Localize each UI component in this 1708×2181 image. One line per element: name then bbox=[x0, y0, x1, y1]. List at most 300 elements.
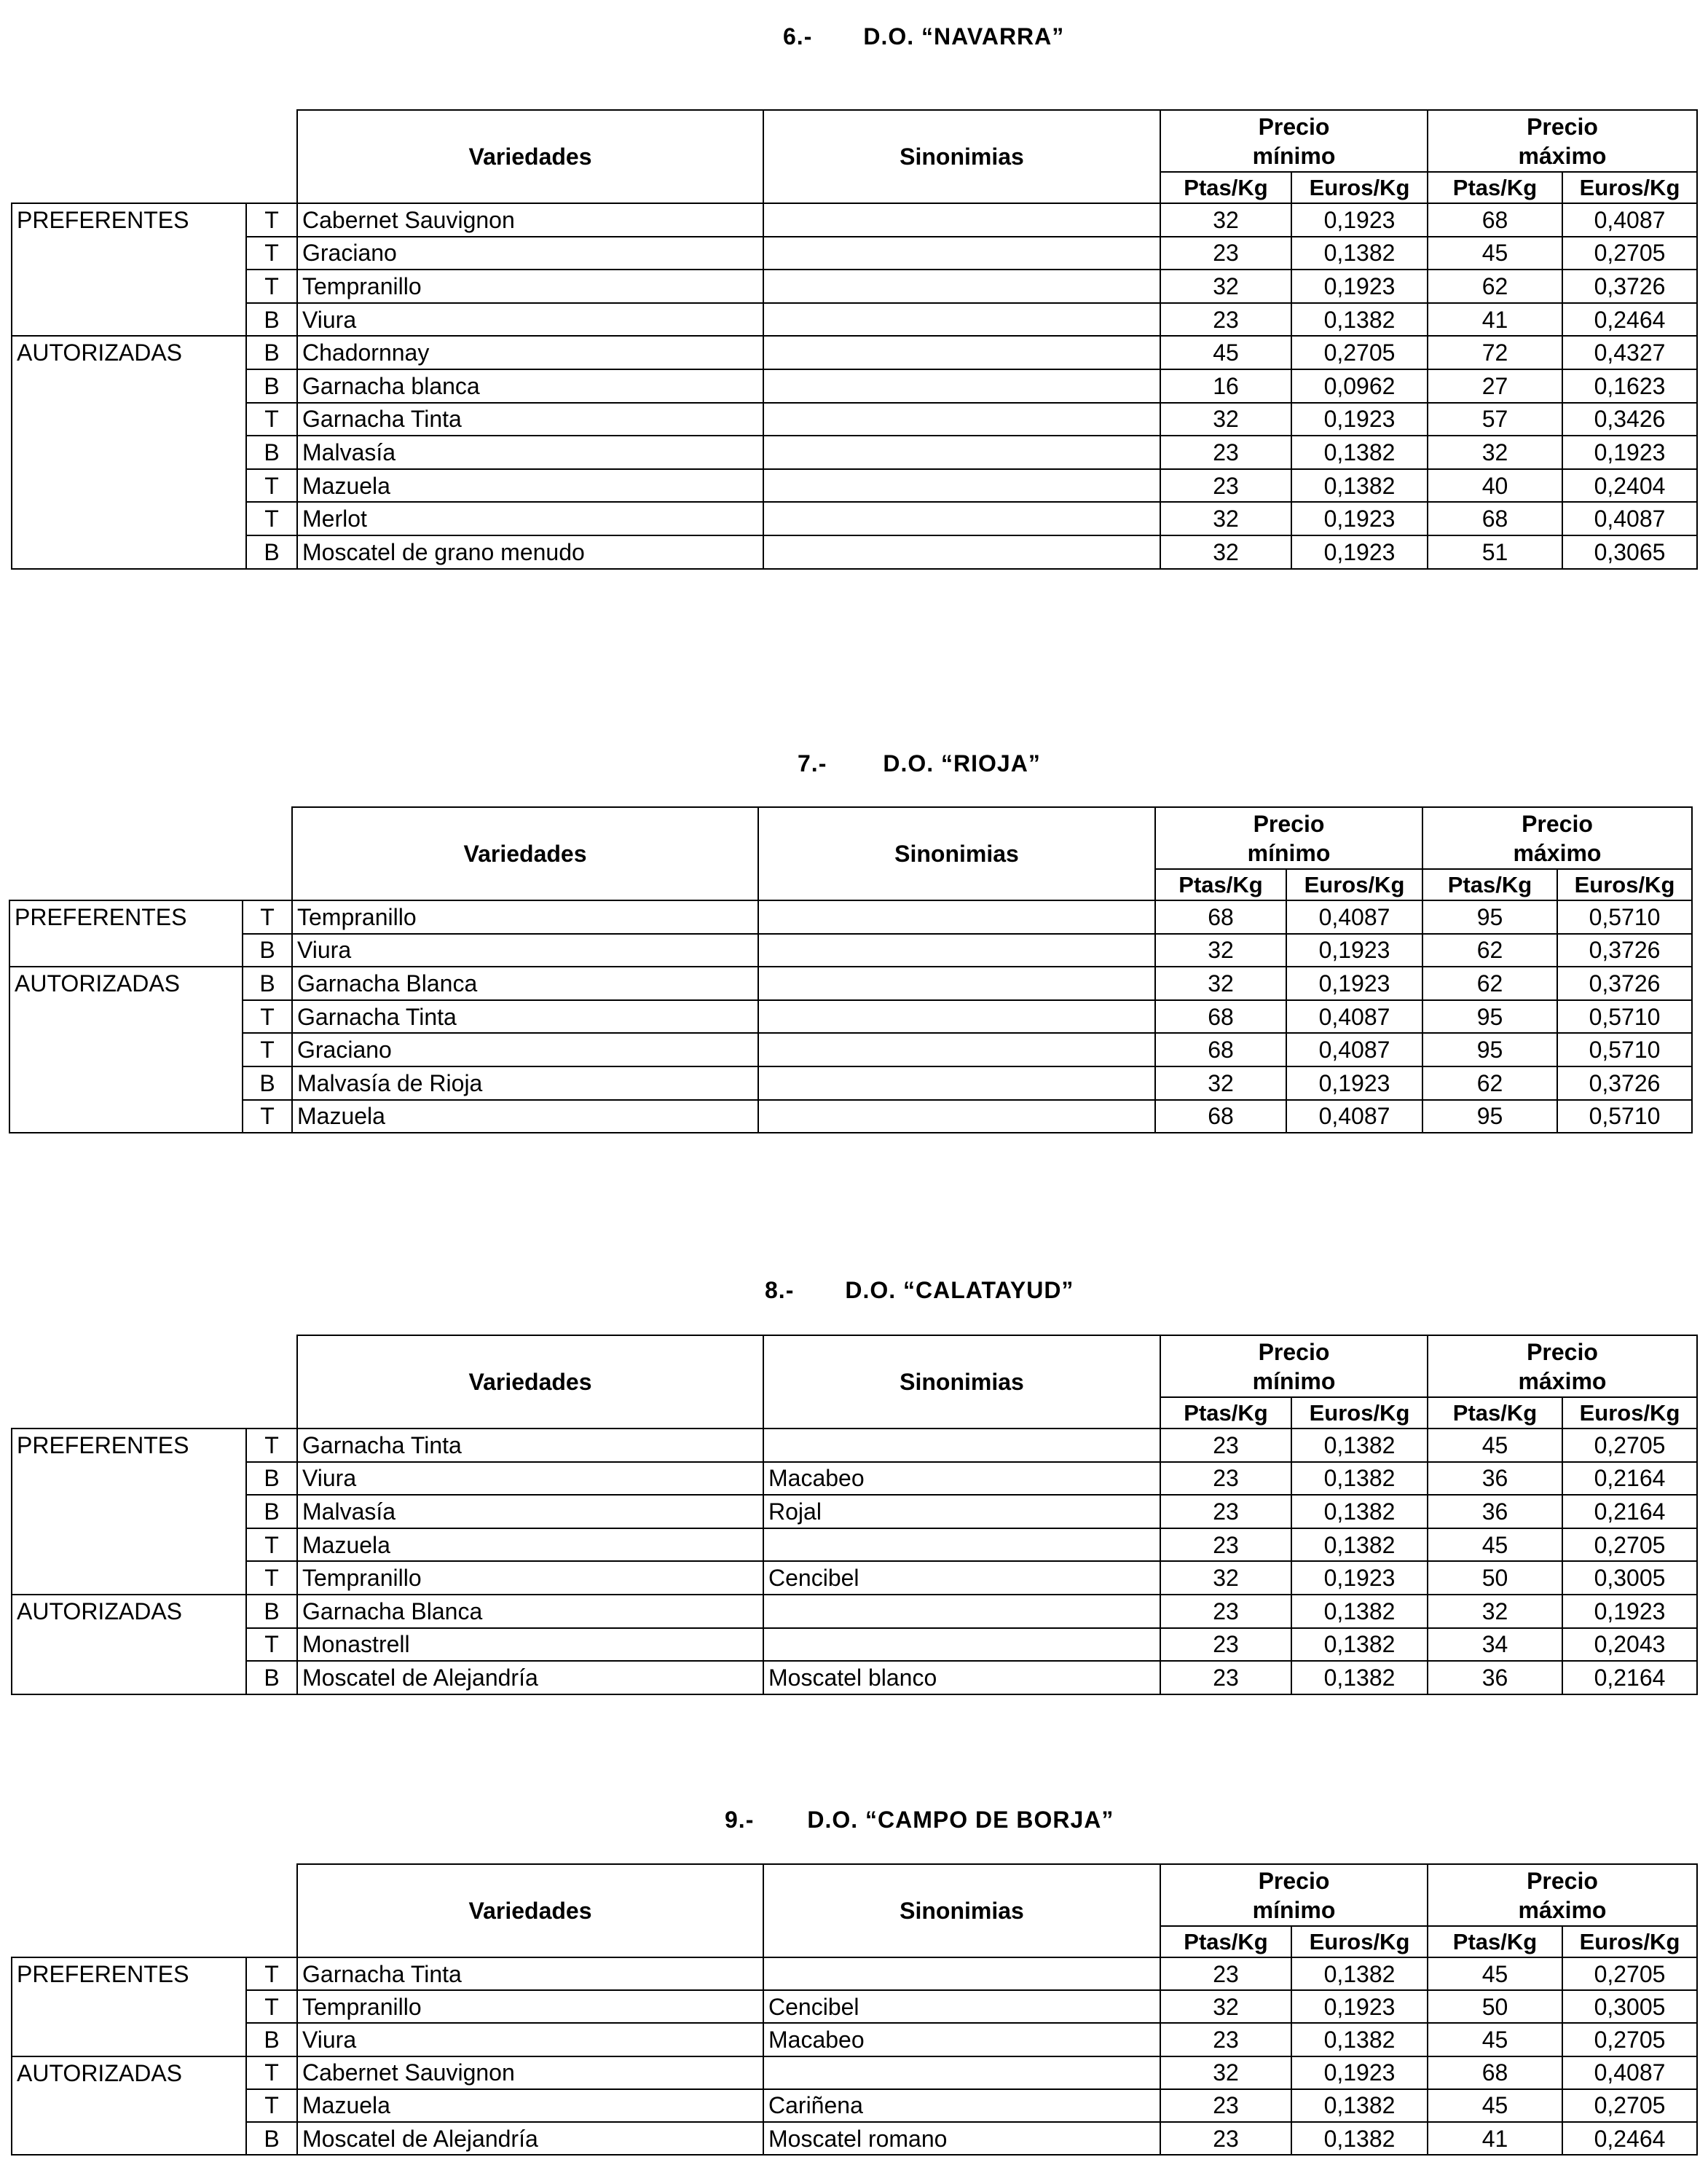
euros-max-cell: 0,2464 bbox=[1562, 2122, 1697, 2155]
euros-min-cell: 0,4087 bbox=[1286, 900, 1422, 934]
variety-cell: Garnacha Blanca bbox=[292, 967, 758, 1000]
synonym-cell bbox=[758, 1066, 1155, 1100]
header-unit: Euros/Kg bbox=[1562, 1397, 1697, 1429]
ptas-min-cell: 23 bbox=[1160, 1595, 1291, 1628]
euros-min-cell: 0,4087 bbox=[1286, 1033, 1422, 1066]
header-precio-min-line2: mínimo bbox=[1252, 142, 1336, 169]
header-row bbox=[9, 807, 1692, 869]
header-unit: Euros/Kg bbox=[1557, 869, 1692, 900]
euros-min-cell: 0,1923 bbox=[1286, 967, 1422, 1000]
euros-max-cell: 0,2705 bbox=[1562, 1957, 1697, 1990]
header-precio-maximo bbox=[1428, 1864, 1697, 1926]
header-sinonimias: Sinonimias bbox=[763, 1335, 1160, 1429]
category-cell: AUTORIZADAS bbox=[12, 1595, 246, 1694]
table-row bbox=[12, 2056, 1697, 2089]
ptas-max-cell: 62 bbox=[1422, 967, 1557, 1000]
type-cell: B bbox=[246, 369, 297, 403]
synonym-cell bbox=[763, 369, 1160, 403]
price-table bbox=[11, 1335, 1698, 1695]
type-cell: T bbox=[246, 1628, 297, 1662]
synonym-cell bbox=[763, 237, 1160, 270]
header-unit: Euros/Kg bbox=[1291, 1926, 1428, 1957]
header-unit: Euros/Kg bbox=[1562, 172, 1697, 203]
header-unit: Euros/Kg bbox=[1286, 869, 1422, 900]
ptas-max-cell: 45 bbox=[1428, 1429, 1562, 1462]
table-row bbox=[9, 934, 1692, 967]
ptas-min-cell: 23 bbox=[1160, 469, 1291, 503]
section-number: 8.- bbox=[765, 1277, 795, 1303]
header-precio-minimo bbox=[1155, 807, 1422, 869]
synonym-cell bbox=[758, 900, 1155, 934]
type-cell: B bbox=[246, 1595, 297, 1628]
synonym-cell bbox=[763, 1429, 1160, 1462]
synonym-cell bbox=[763, 270, 1160, 303]
table-row bbox=[12, 369, 1697, 403]
variety-cell: Garnacha Tinta bbox=[297, 403, 763, 436]
type-cell: T bbox=[243, 1000, 292, 1034]
ptas-max-cell: 41 bbox=[1428, 2122, 1562, 2155]
header-unit: Ptas/Kg bbox=[1155, 869, 1286, 900]
ptas-min-cell: 68 bbox=[1155, 900, 1286, 934]
table-row bbox=[9, 1100, 1692, 1133]
euros-min-cell: 0,1382 bbox=[1291, 1462, 1428, 1496]
euros-max-cell: 0,3726 bbox=[1557, 967, 1692, 1000]
ptas-max-cell: 36 bbox=[1428, 1462, 1562, 1496]
euros-min-cell: 0,1382 bbox=[1291, 1495, 1428, 1528]
ptas-max-cell: 40 bbox=[1428, 469, 1562, 503]
ptas-max-cell: 36 bbox=[1428, 1661, 1562, 1694]
type-cell: T bbox=[246, 203, 297, 237]
ptas-max-cell: 45 bbox=[1428, 2089, 1562, 2122]
header-precio-minimo bbox=[1160, 110, 1428, 172]
header-precio-maximo bbox=[1422, 807, 1692, 869]
euros-max-cell: 0,5710 bbox=[1557, 900, 1692, 934]
header-precio-maximo bbox=[1428, 1335, 1697, 1397]
euros-max-cell: 0,2404 bbox=[1562, 469, 1697, 503]
header-precio-min-line2: mínimo bbox=[1247, 839, 1331, 866]
synonym-cell bbox=[763, 1595, 1160, 1628]
euros-max-cell: 0,5710 bbox=[1557, 1033, 1692, 1066]
synonym-cell bbox=[758, 1100, 1155, 1133]
euros-max-cell: 0,3005 bbox=[1562, 1990, 1697, 2023]
euros-min-cell: 0,2705 bbox=[1291, 336, 1428, 369]
variety-cell: Monastrell bbox=[297, 1628, 763, 1662]
header-precio-max-line2: máximo bbox=[1518, 1896, 1607, 1923]
category-cell: AUTORIZADAS bbox=[9, 967, 243, 1133]
header-unit: Ptas/Kg bbox=[1160, 1397, 1291, 1429]
variety-cell: Mazuela bbox=[297, 2089, 763, 2122]
section-name: D.O. “RIOJA” bbox=[883, 750, 1041, 777]
ptas-max-cell: 45 bbox=[1428, 1957, 1562, 1990]
variety-cell: Moscatel de Alejandría bbox=[297, 2122, 763, 2155]
table-row bbox=[9, 1000, 1692, 1034]
variety-cell: Garnacha blanca bbox=[297, 369, 763, 403]
header-unit: Euros/Kg bbox=[1291, 1397, 1428, 1429]
euros-min-cell: 0,1923 bbox=[1286, 934, 1422, 967]
table-row bbox=[12, 2122, 1697, 2155]
ptas-max-cell: 34 bbox=[1428, 1628, 1562, 1662]
synonym-cell: Macabeo bbox=[763, 1462, 1160, 1496]
synonym-cell bbox=[763, 203, 1160, 237]
table-row bbox=[12, 1429, 1697, 1462]
type-cell: T bbox=[243, 1033, 292, 1066]
header-precio-min-line1: Precio bbox=[1258, 1338, 1330, 1365]
variety-cell: Moscatel de grano menudo bbox=[297, 535, 763, 569]
euros-max-cell: 0,2705 bbox=[1562, 237, 1697, 270]
table-row bbox=[12, 535, 1697, 569]
header-precio-min-line1: Precio bbox=[1258, 1867, 1330, 1894]
euros-min-cell: 0,1923 bbox=[1291, 270, 1428, 303]
euros-max-cell: 0,3426 bbox=[1562, 403, 1697, 436]
ptas-min-cell: 23 bbox=[1160, 1628, 1291, 1662]
ptas-max-cell: 50 bbox=[1428, 1561, 1562, 1595]
synonym-cell bbox=[763, 336, 1160, 369]
euros-min-cell: 0,1382 bbox=[1291, 303, 1428, 337]
synonym-cell: Rojal bbox=[763, 1495, 1160, 1528]
ptas-min-cell: 23 bbox=[1160, 1528, 1291, 1562]
ptas-max-cell: 95 bbox=[1422, 1100, 1557, 1133]
ptas-min-cell: 23 bbox=[1160, 303, 1291, 337]
synonym-cell bbox=[763, 2056, 1160, 2089]
ptas-min-cell: 23 bbox=[1160, 2023, 1291, 2056]
header-precio-minimo bbox=[1160, 1335, 1428, 1397]
ptas-max-cell: 95 bbox=[1422, 900, 1557, 934]
table-row bbox=[9, 1033, 1692, 1066]
variety-cell: Tempranillo bbox=[297, 270, 763, 303]
ptas-max-cell: 27 bbox=[1428, 369, 1562, 403]
ptas-min-cell: 45 bbox=[1160, 336, 1291, 369]
table-row bbox=[9, 967, 1692, 1000]
ptas-min-cell: 23 bbox=[1160, 2122, 1291, 2155]
euros-min-cell: 0,1382 bbox=[1291, 1628, 1428, 1662]
table-row bbox=[12, 469, 1697, 503]
variety-cell: Viura bbox=[292, 934, 758, 967]
ptas-max-cell: 62 bbox=[1428, 270, 1562, 303]
header-unit: Ptas/Kg bbox=[1160, 172, 1291, 203]
section-name: D.O. “NAVARRA” bbox=[863, 23, 1065, 50]
ptas-min-cell: 32 bbox=[1160, 203, 1291, 237]
ptas-min-cell: 68 bbox=[1155, 1033, 1286, 1066]
header-row bbox=[12, 1864, 1697, 1926]
ptas-min-cell: 23 bbox=[1160, 2089, 1291, 2122]
ptas-min-cell: 68 bbox=[1155, 1100, 1286, 1133]
ptas-max-cell: 72 bbox=[1428, 336, 1562, 369]
type-cell: B bbox=[243, 967, 292, 1000]
table-row bbox=[12, 1661, 1697, 1694]
euros-max-cell: 0,3726 bbox=[1562, 270, 1697, 303]
category-cell: PREFERENTES bbox=[12, 203, 246, 336]
euros-min-cell: 0,1923 bbox=[1291, 1990, 1428, 2023]
header-precio-minimo bbox=[1160, 1864, 1428, 1926]
euros-max-cell: 0,2705 bbox=[1562, 2089, 1697, 2122]
header-unit: Euros/Kg bbox=[1562, 1926, 1697, 1957]
header-precio-maximo bbox=[1428, 110, 1697, 172]
variety-cell: Malvasía bbox=[297, 436, 763, 469]
price-table bbox=[11, 109, 1698, 570]
header-precio-max-line1: Precio bbox=[1527, 113, 1598, 140]
euros-max-cell: 0,3726 bbox=[1557, 1066, 1692, 1100]
table-row bbox=[12, 1561, 1697, 1595]
section-title bbox=[783, 23, 1064, 50]
header-blank bbox=[12, 1335, 297, 1429]
table-row bbox=[12, 336, 1697, 369]
header-blank bbox=[12, 1864, 297, 1957]
type-cell: T bbox=[246, 1528, 297, 1562]
variety-cell: Garnacha Tinta bbox=[297, 1957, 763, 1990]
euros-min-cell: 0,1923 bbox=[1291, 535, 1428, 569]
variety-cell: Viura bbox=[297, 2023, 763, 2056]
ptas-min-cell: 32 bbox=[1160, 270, 1291, 303]
variety-cell: Tempranillo bbox=[297, 1561, 763, 1595]
euros-min-cell: 0,1382 bbox=[1291, 469, 1428, 503]
table-row bbox=[12, 203, 1697, 237]
ptas-max-cell: 50 bbox=[1428, 1990, 1562, 2023]
header-precio-min-line1: Precio bbox=[1253, 810, 1325, 837]
euros-min-cell: 0,4087 bbox=[1286, 1100, 1422, 1133]
type-cell: T bbox=[246, 1561, 297, 1595]
euros-max-cell: 0,1923 bbox=[1562, 1595, 1697, 1628]
header-precio-max-line1: Precio bbox=[1527, 1338, 1598, 1365]
header-variedades: Variedades bbox=[297, 1335, 763, 1429]
ptas-max-cell: 68 bbox=[1428, 502, 1562, 535]
type-cell: T bbox=[246, 2056, 297, 2089]
euros-min-cell: 0,4087 bbox=[1286, 1000, 1422, 1034]
header-row bbox=[12, 1335, 1697, 1397]
euros-max-cell: 0,4327 bbox=[1562, 336, 1697, 369]
ptas-max-cell: 62 bbox=[1422, 1066, 1557, 1100]
synonym-cell: Macabeo bbox=[763, 2023, 1160, 2056]
category-cell: PREFERENTES bbox=[9, 900, 243, 967]
variety-cell: Mazuela bbox=[297, 1528, 763, 1562]
variety-cell: Garnacha Tinta bbox=[297, 1429, 763, 1462]
euros-max-cell: 0,2705 bbox=[1562, 1528, 1697, 1562]
header-blank bbox=[12, 110, 297, 203]
type-cell: T bbox=[246, 469, 297, 503]
section-number: 6.- bbox=[783, 23, 813, 50]
euros-max-cell: 0,2164 bbox=[1562, 1661, 1697, 1694]
ptas-min-cell: 32 bbox=[1160, 1561, 1291, 1595]
variety-cell: Mazuela bbox=[297, 469, 763, 503]
euros-max-cell: 0,2164 bbox=[1562, 1495, 1697, 1528]
ptas-max-cell: 68 bbox=[1428, 2056, 1562, 2089]
euros-min-cell: 0,1923 bbox=[1291, 1561, 1428, 1595]
synonym-cell bbox=[763, 535, 1160, 569]
table-row bbox=[12, 1595, 1697, 1628]
type-cell: T bbox=[246, 1990, 297, 2023]
euros-max-cell: 0,2705 bbox=[1562, 1429, 1697, 1462]
section-name: D.O. “CALATAYUD” bbox=[845, 1277, 1074, 1303]
ptas-max-cell: 62 bbox=[1422, 934, 1557, 967]
synonym-cell bbox=[758, 967, 1155, 1000]
variety-cell: Malvasía bbox=[297, 1495, 763, 1528]
synonym-cell bbox=[758, 1033, 1155, 1066]
table-row bbox=[12, 1462, 1697, 1496]
header-unit: Ptas/Kg bbox=[1422, 869, 1557, 900]
type-cell: B bbox=[246, 336, 297, 369]
euros-min-cell: 0,1382 bbox=[1291, 436, 1428, 469]
table-row bbox=[12, 436, 1697, 469]
variety-cell: Viura bbox=[297, 1462, 763, 1496]
euros-max-cell: 0,3005 bbox=[1562, 1561, 1697, 1595]
ptas-max-cell: 57 bbox=[1428, 403, 1562, 436]
ptas-min-cell: 23 bbox=[1160, 1462, 1291, 1496]
ptas-max-cell: 45 bbox=[1428, 2023, 1562, 2056]
ptas-max-cell: 45 bbox=[1428, 1528, 1562, 1562]
variety-cell: Viura bbox=[297, 303, 763, 337]
variety-cell: Moscatel de Alejandría bbox=[297, 1661, 763, 1694]
synonym-cell bbox=[763, 1957, 1160, 1990]
variety-cell: Garnacha Blanca bbox=[297, 1595, 763, 1628]
price-table bbox=[9, 806, 1693, 1133]
synonym-cell: Moscatel blanco bbox=[763, 1661, 1160, 1694]
header-blank bbox=[9, 807, 292, 900]
header-variedades: Variedades bbox=[292, 807, 758, 900]
euros-max-cell: 0,4087 bbox=[1562, 502, 1697, 535]
ptas-max-cell: 95 bbox=[1422, 1033, 1557, 1066]
euros-min-cell: 0,1382 bbox=[1291, 1661, 1428, 1694]
type-cell: T bbox=[246, 237, 297, 270]
section-title bbox=[765, 1277, 1074, 1304]
euros-min-cell: 0,0962 bbox=[1291, 369, 1428, 403]
category-cell: PREFERENTES bbox=[12, 1957, 246, 2056]
header-unit: Ptas/Kg bbox=[1428, 172, 1562, 203]
synonym-cell: Moscatel romano bbox=[763, 2122, 1160, 2155]
euros-min-cell: 0,1923 bbox=[1286, 1066, 1422, 1100]
variety-cell: Cabernet Sauvignon bbox=[297, 203, 763, 237]
table-row bbox=[12, 303, 1697, 337]
type-cell: B bbox=[246, 436, 297, 469]
ptas-min-cell: 32 bbox=[1160, 502, 1291, 535]
table-row bbox=[12, 502, 1697, 535]
header-unit: Ptas/Kg bbox=[1428, 1397, 1562, 1429]
synonym-cell: Cariñena bbox=[763, 2089, 1160, 2122]
type-cell: B bbox=[246, 2122, 297, 2155]
euros-min-cell: 0,1382 bbox=[1291, 237, 1428, 270]
variety-cell: Tempranillo bbox=[292, 900, 758, 934]
table-row bbox=[12, 403, 1697, 436]
table-row bbox=[12, 1990, 1697, 2023]
category-cell: PREFERENTES bbox=[12, 1429, 246, 1595]
category-cell: AUTORIZADAS bbox=[12, 336, 246, 568]
type-cell: B bbox=[246, 2023, 297, 2056]
header-unit: Ptas/Kg bbox=[1160, 1926, 1291, 1957]
ptas-min-cell: 32 bbox=[1155, 1066, 1286, 1100]
table-row bbox=[9, 900, 1692, 934]
euros-max-cell: 0,2043 bbox=[1562, 1628, 1697, 1662]
euros-max-cell: 0,1923 bbox=[1562, 436, 1697, 469]
table-row bbox=[9, 1066, 1692, 1100]
euros-max-cell: 0,1623 bbox=[1562, 369, 1697, 403]
type-cell: B bbox=[243, 1066, 292, 1100]
type-cell: B bbox=[243, 934, 292, 967]
euros-min-cell: 0,1923 bbox=[1291, 2056, 1428, 2089]
header-precio-max-line2: máximo bbox=[1513, 839, 1602, 866]
euros-max-cell: 0,5710 bbox=[1557, 1000, 1692, 1034]
ptas-min-cell: 23 bbox=[1160, 1661, 1291, 1694]
type-cell: B bbox=[246, 303, 297, 337]
variety-cell: Graciano bbox=[297, 237, 763, 270]
euros-min-cell: 0,1923 bbox=[1291, 403, 1428, 436]
section-title bbox=[725, 1807, 1114, 1834]
ptas-min-cell: 23 bbox=[1160, 1495, 1291, 1528]
euros-min-cell: 0,1382 bbox=[1291, 1957, 1428, 1990]
header-variedades: Variedades bbox=[297, 110, 763, 203]
table-row bbox=[12, 2023, 1697, 2056]
euros-min-cell: 0,1382 bbox=[1291, 2122, 1428, 2155]
synonym-cell bbox=[758, 934, 1155, 967]
header-unit: Ptas/Kg bbox=[1428, 1926, 1562, 1957]
variety-cell: Tempranillo bbox=[297, 1990, 763, 2023]
header-precio-min-line2: mínimo bbox=[1252, 1367, 1336, 1394]
synonym-cell bbox=[763, 1528, 1160, 1562]
variety-cell: Graciano bbox=[292, 1033, 758, 1066]
variety-cell: Garnacha Tinta bbox=[292, 1000, 758, 1034]
variety-cell: Chadornnay bbox=[297, 336, 763, 369]
ptas-min-cell: 23 bbox=[1160, 237, 1291, 270]
synonym-cell bbox=[763, 469, 1160, 503]
euros-max-cell: 0,2164 bbox=[1562, 1462, 1697, 1496]
ptas-max-cell: 32 bbox=[1428, 1595, 1562, 1628]
synonym-cell: Cencibel bbox=[763, 1561, 1160, 1595]
synonym-cell: Cencibel bbox=[763, 1990, 1160, 2023]
type-cell: T bbox=[246, 2089, 297, 2122]
type-cell: B bbox=[246, 535, 297, 569]
table-row bbox=[12, 1628, 1697, 1662]
ptas-min-cell: 32 bbox=[1155, 934, 1286, 967]
euros-max-cell: 0,3726 bbox=[1557, 934, 1692, 967]
synonym-cell bbox=[763, 403, 1160, 436]
euros-max-cell: 0,4087 bbox=[1562, 203, 1697, 237]
header-sinonimias: Sinonimias bbox=[758, 807, 1155, 900]
euros-min-cell: 0,1382 bbox=[1291, 2023, 1428, 2056]
type-cell: T bbox=[243, 900, 292, 934]
ptas-max-cell: 51 bbox=[1428, 535, 1562, 569]
ptas-min-cell: 23 bbox=[1160, 436, 1291, 469]
ptas-min-cell: 32 bbox=[1160, 2056, 1291, 2089]
header-precio-min-line1: Precio bbox=[1258, 113, 1330, 140]
type-cell: B bbox=[246, 1495, 297, 1528]
ptas-max-cell: 68 bbox=[1428, 203, 1562, 237]
header-precio-min-line2: mínimo bbox=[1252, 1896, 1336, 1923]
header-unit: Euros/Kg bbox=[1291, 172, 1428, 203]
table-row bbox=[12, 237, 1697, 270]
synonym-cell bbox=[763, 1628, 1160, 1662]
section-number: 9.- bbox=[725, 1807, 755, 1833]
type-cell: T bbox=[246, 1957, 297, 1990]
header-variedades: Variedades bbox=[297, 1864, 763, 1957]
type-cell: T bbox=[246, 502, 297, 535]
table-row bbox=[12, 1528, 1697, 1562]
euros-max-cell: 0,5710 bbox=[1557, 1100, 1692, 1133]
synonym-cell bbox=[763, 303, 1160, 337]
euros-min-cell: 0,1382 bbox=[1291, 1528, 1428, 1562]
variety-cell: Malvasía de Rioja bbox=[292, 1066, 758, 1100]
euros-min-cell: 0,1382 bbox=[1291, 2089, 1428, 2122]
type-cell: T bbox=[246, 403, 297, 436]
ptas-max-cell: 45 bbox=[1428, 237, 1562, 270]
euros-min-cell: 0,1382 bbox=[1291, 1595, 1428, 1628]
type-cell: T bbox=[246, 270, 297, 303]
header-precio-max-line2: máximo bbox=[1518, 1367, 1607, 1394]
header-row bbox=[12, 110, 1697, 172]
header-sinonimias: Sinonimias bbox=[763, 1864, 1160, 1957]
euros-min-cell: 0,1382 bbox=[1291, 1429, 1428, 1462]
header-sinonimias: Sinonimias bbox=[763, 110, 1160, 203]
header-precio-max-line2: máximo bbox=[1518, 142, 1607, 169]
synonym-cell bbox=[763, 502, 1160, 535]
table-row bbox=[12, 2089, 1697, 2122]
header-precio-max-line1: Precio bbox=[1527, 1867, 1598, 1894]
